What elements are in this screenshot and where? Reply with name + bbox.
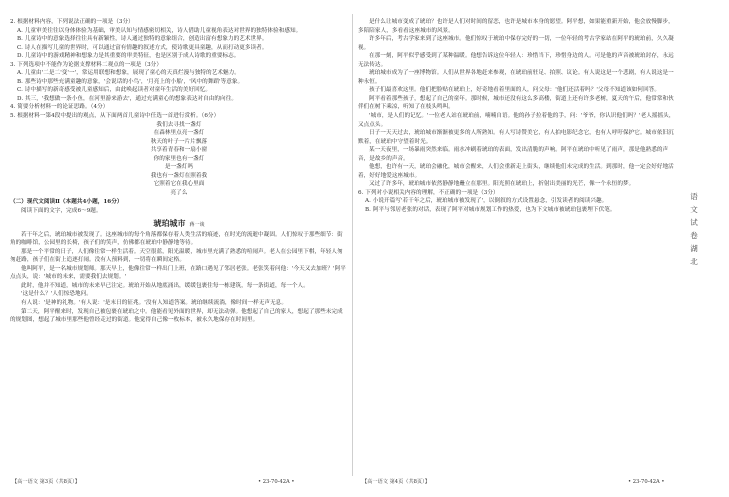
question-2-stem: 2. 根据材料内容，下列说法正确的一项是（3分） xyxy=(10,19,134,25)
story-paragraph: 他想，也许有一天，琥珀会融化，城市会醒来，人们会重新走上街头，继续他们未完成的生活。到那时，他一定会好好地活着，好好地爱这座城市。 xyxy=(358,164,674,179)
story-paragraph: 有人说：'是神的礼物。'有人说：'是末日的征兆。'没有人知道答案。琥珀继续流淌，像时间一样无声无息。 xyxy=(21,299,287,306)
question-2-option-b: B. 儿童诗中的意象选择往往具有新颖性，诗人通过独特的意象组合，创造出富有想象力的艺术世界。 xyxy=(17,36,268,43)
footer-left-page-label: 【高一语文 第3页（共8页）】 xyxy=(12,479,80,485)
story-title-line xyxy=(10,218,348,230)
story-paragraph: 日子一天天过去，琥珀城市渐渐被更多的人所熟知。有人写诗赞美它，有人拍电影纪念它，也有人呼吁保护它。城市依旧沉默着，在琥珀中守望着时光。 xyxy=(358,130,674,145)
poem-line: 是一盏灯吗 xyxy=(164,164,194,171)
left-column xyxy=(10,18,348,474)
story-paragraph: 琥珀城市成为了一座博物馆。人们从世界各地赶来参观，在琥珀前驻足、拍照、议论。有人说这是一个悲剧，有人说这是一种永恒。 xyxy=(358,70,674,85)
poem-line: 共享着青春和一扇小窗 xyxy=(150,147,208,154)
story-paragraph: 又过了许多年，琥珀城市依然静静地矗立在那里。阳光照在琥珀上，折射出美丽的光芒，像一个永恒的梦。 xyxy=(369,181,635,188)
question-3-option-b: B. 那些诗中那些充满童趣的意象，'会说话的小鸟'，'月亮上的小船'，'风中的舞蹈'等意象。 xyxy=(17,78,244,85)
banner-char: 试 xyxy=(690,218,698,227)
poem-line: 我也有一盏灯在照着我 xyxy=(150,172,208,179)
story-paragraph: 是什么让城市变成了琥珀？也许是人们对时间的留恋，也许是城市本身的愿望。阿平想，如果能重新开始，他会放慢脚步，多陪陪家人，多看看这座城市的风景。 xyxy=(358,19,674,34)
question-3-option-d: D. 其三，'我想做一条小鱼，在河里游来游去'，通过充满童心的想象表达对自由的向往。 xyxy=(17,95,237,102)
right-column xyxy=(358,18,677,474)
story-paragraph: 第二天，阿平醒来时，发现自己被包裹在琥珀之中。他能看见外面的世界，却无法动弹。他想起了自己的家人，想起了那些未完成的规划图，想起了城市里那些他曾经走过的街道。他觉得自己像一枚标本，被永久地保存在时间里。 xyxy=(10,308,343,324)
banner-char: 北 xyxy=(690,257,698,266)
story-paragraph: 许多年后，考古学家来到了这座城市。他们惊叹于琥珀中保存完好的一切，一位年轻的考古学家站在阿平的琥珀前，久久凝视。 xyxy=(358,36,674,51)
question-2-option-d: D. 儿童诗中的游戏精神和想象力是其重要的审美特征，也是区别于成人诗歌的重要标志。 xyxy=(17,53,240,60)
story-paragraph: 此时，他并不知道，城市的未来早已注定。琥珀开始从地底涌出，缓缓包裹住每一栋建筑，每一条街道，每一个人。 xyxy=(21,282,309,289)
footer-right-page-label: 【高一语文 第4页（共8页）】 xyxy=(362,479,430,485)
banner-char: 卷 xyxy=(690,231,698,240)
column-divider xyxy=(352,14,353,476)
story-paragraph: '这是什么？'人们惊恐地问。 xyxy=(21,291,92,298)
story-paragraph: 若干年之后，琥珀城市被发现了。这座城市的每个角落都保存着人类生活的痕迹，在时光的流逝中凝固。人们惊叹于那些细节：街角的咖啡馆，公园里的长椅，孩子们的笑声，仿佛都在琥珀中静静地等待。 xyxy=(10,231,343,247)
question-3-option-c: C. 诗中描写的新奇感受被儿童感知后，由此唤起读者对童年生活的美好回忆。 xyxy=(17,87,212,94)
banner-char: 语 xyxy=(690,192,698,201)
poem-line: 秋天的叶子一片片飘落 xyxy=(150,138,208,145)
banner-char: 湖 xyxy=(690,244,698,253)
question-2-option-a: A. 儿童审美往往以身体体验为基础，审美认知与情感密切相关，诗人借助儿童视角表达对世界的独特体验和感知。 xyxy=(17,27,302,34)
poem-line: 你的家里也有一盏灯 xyxy=(153,155,205,162)
question-6-option-b: B. 阿平与邻居老张的对话，表现了阿平对城市规划工作的热爱，也为下文城市被琥珀包裹埋下伏笔。 xyxy=(365,207,616,214)
footer-left-code: • 23-70-42A • xyxy=(258,479,295,485)
story-paragraph: 阿平看着那些孩子，想起了自己的童年。那时候，城市还没有这么多高楼，街道上还有许多老树，夏天的午后，他常常和伙伴们在树下乘凉，听知了在枝头鸣叫。 xyxy=(358,95,674,111)
question-3-option-a: A. 儿童由'二是二'变'一'，常运用联想和想象，展现了童心的天真烂漫与独特的艺术魅力。 xyxy=(17,70,240,77)
question-6-stem: 6. 下列对小说相关内容的理解，不正确的一项是（3分） xyxy=(358,189,499,196)
story-paragraph: 在那一刻，阿平似乎感受到了某种温暖。他想告诉这位年轻人：珍惜当下，珍惜身边的人。可是他的声音被琥珀封存，永远无法传达。 xyxy=(358,53,674,68)
story-paragraph: '城市，是人们的记忆。'一位老人站在琥珀前，喃喃自语。他的孙子拉着他的手，问：'爷爷，你认识他们吗？'老人摇摇头，又点点头。 xyxy=(358,113,675,128)
section-instruction: 阅读下面的文字，完成6～9题。 xyxy=(21,208,102,215)
question-3-stem: 3. 下列选项中不能作为论据支撑材料二观点的一项是（3分） xyxy=(10,61,162,68)
question-2-option-c: C. 诗人在描写儿童的世界时，可以通过富有情趣的叙述方式，使诗歌更具童趣，从而打动更多读者。 xyxy=(17,44,268,51)
story-paragraph: 孩子们最喜欢这里。他们把脸贴在琥珀上，好奇地看着里面的人，问父母：'他们还活着吗？'父母不知道该如何回答。 xyxy=(369,87,661,94)
poem-line: 它照着它在我心里面 xyxy=(153,181,205,188)
poem-line: 亮了么 xyxy=(170,189,188,196)
question-4: 4. 简要分析材料一的论证思路。（4分） xyxy=(10,104,109,111)
section-heading: （二）现代文阅读Ⅱ（本题共4小题，16分） xyxy=(10,199,123,206)
story-paragraph: 某一天夜里，一场暴雨突然来临。雨水冲刷着琥珀的表面，发出清脆的声响。阿平在琥珀中听见了雨声，那是他熟悉的声音，是故乡的声音。 xyxy=(358,147,669,162)
vertical-banner xyxy=(687,190,701,268)
story-author: 蒋一谈 xyxy=(189,221,205,228)
banner-char: 文 xyxy=(690,205,698,214)
story-paragraph: 他叫阿平，是一名城市规划师。那天早上，他像往常一样出门上班，在路口遇见了邻居老张。老张笑着问他：'今天又去加班？'阿平点点头，说：'城市的未来，需要我们去规划。' xyxy=(10,265,346,281)
poem-line: 在森林里点亮一盏灯 xyxy=(153,130,205,137)
poem-line: 我们去寻找一盏灯 xyxy=(156,121,202,128)
story-paragraph: 那是一个平常的日子，人们像往常一样生活着。天空很蓝，阳光温暖，城市里充满了熟悉的喧闹声。老人在公园里下棋，年轻人匆匆赶路，孩子们在街上追逐打闹。没有人预料到，一切将在瞬间定格。 xyxy=(10,248,343,264)
question-6-option-a: A. 小说开篇写'若干年之后，琥珀城市被发现了'，以倒叙的方式设置悬念，引发读者的阅读兴趣。 xyxy=(365,198,608,205)
footer-right-code: • 23-70-42A • xyxy=(628,479,665,485)
story-title: 琥珀城市 xyxy=(153,217,186,228)
question-5: 5. 根据材料一第4段中提出的观点，从下面两首儿童诗中任选一首进行赏析。（6分） xyxy=(10,113,220,120)
